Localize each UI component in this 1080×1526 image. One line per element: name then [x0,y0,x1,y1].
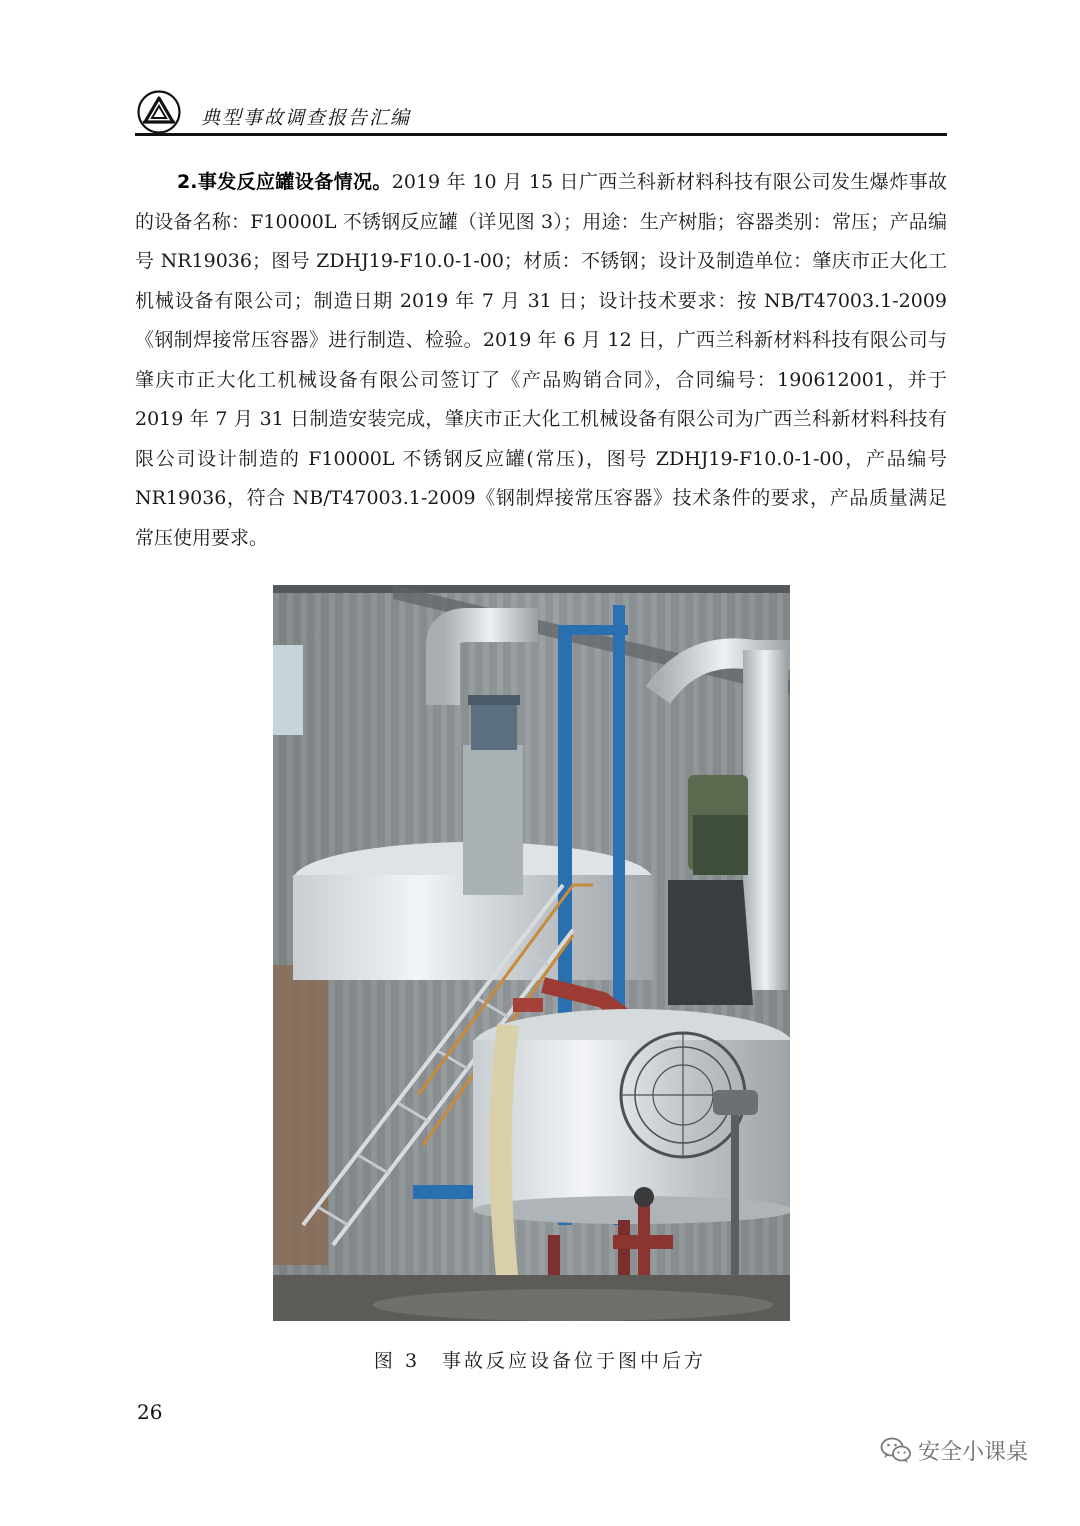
watermark-text: 安全小课桌 [918,1439,1029,1465]
paragraph-text: 2019 年 10 月 15 日广西兰科新材料科技有限公司发生爆炸事故的设备名称：F10000L 不锈钢反应罐（详见图 3）；用途：生产树脂；容器类别：常压；产品编号 NR19036；图号 ZDHJ19-F10.0-1-00；材质：不锈钢；设计及制造单位：肇庆市正大化工机械设备有限公司；制造日期 2019 年 7 月 31 日；设计技术要求：按 NB/T47003.1-2009《钢制焊接常压容器》进行制造、检验。2019 年 6 月 12 日，广西兰科新材料科技有限公司与肇庆市正大化工机械设备有限公司签订了《产品购销合同》，合同编号：190612001，并于 2019 年 7 月 31 日制造安装完成，肇庆市正大化工机械设备有限公司为广西兰科新材料科技有限公司设计制造的 F10000L 不锈钢反应罐(常压)，图号 ZDHJ19-F10.0-1-00，产品编号 NR19036，符合 NB/T47003.1-2009《钢制焊接常压容器》技术条件的要求，产品质量满足常压使用要求。 [135,171,947,549]
header-divider [135,133,947,136]
section-heading: 2.事发反应罐设备情况。 [177,171,392,193]
figure-photo [273,585,790,1321]
triangle-emblem-icon [137,90,181,134]
figure-caption: 图 3 事故反应设备位于图中后方 [373,1350,707,1372]
header-title: 典型事故调查报告汇编 [201,107,412,129]
page-header [135,86,947,136]
page-number: 26 [137,1400,163,1424]
reactor-equipment-photo [273,585,790,1321]
body-paragraph [135,163,947,558]
watermark [880,1432,1028,1468]
wechat-icon [880,1436,912,1464]
body-text [135,163,947,558]
